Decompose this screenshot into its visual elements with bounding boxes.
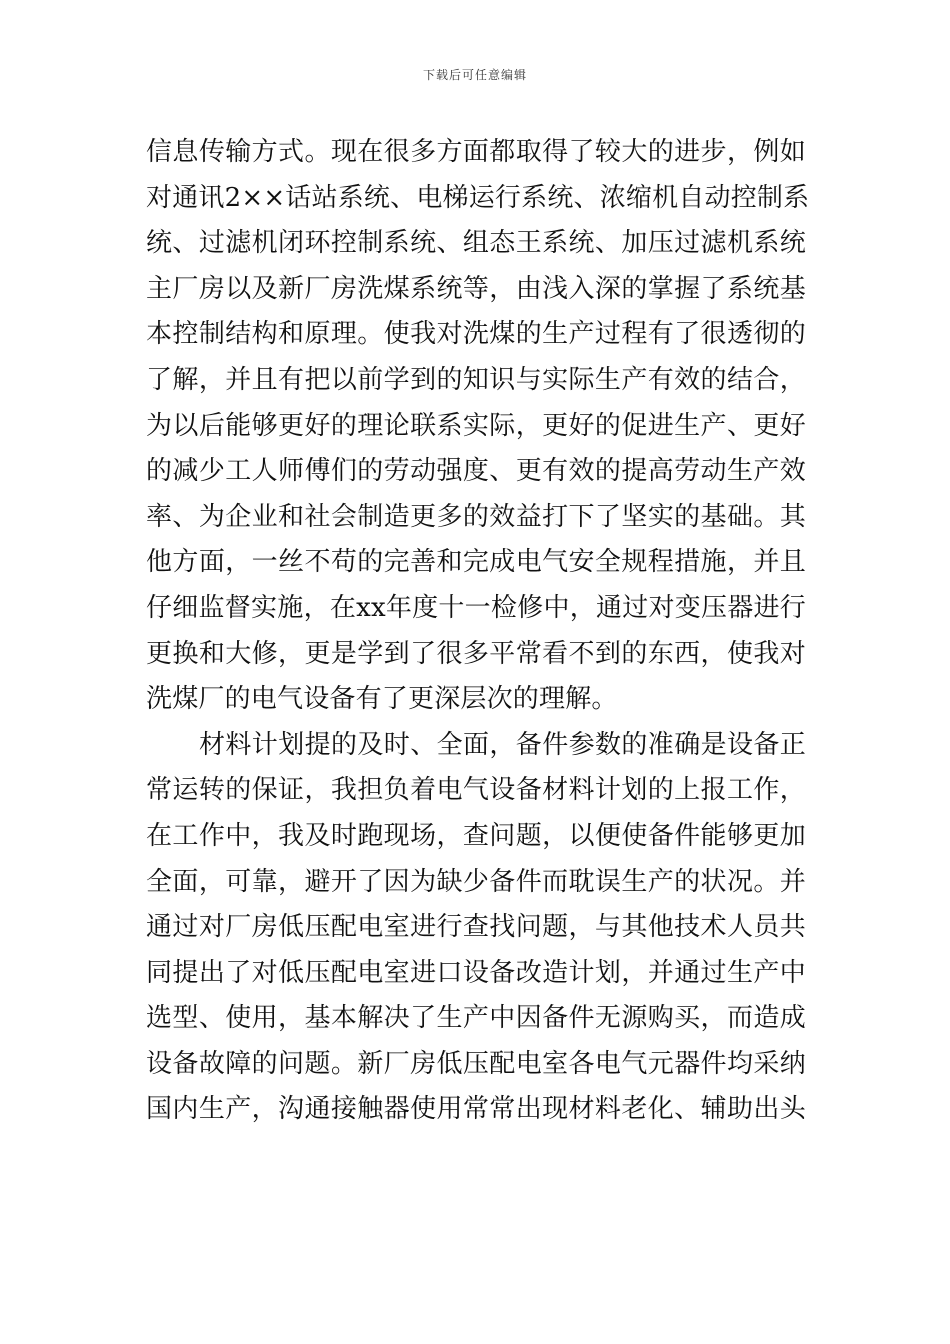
paragraph-2 [146, 723, 806, 1133]
text-line: 率、为企业和社会制造更多的效益打下了坚实的基础。其 [146, 501, 806, 532]
text-line: 了解，并且有把以前学到的知识与实际生产有效的结合， [146, 364, 806, 395]
text-line: 更换和大修，更是学到了很多平常看不到的东西，使我对 [146, 638, 806, 669]
text-line: 本控制结构和原理。使我对洗煤的生产过程有了很透彻的 [146, 319, 806, 350]
text-line: 全面，可靠，避开了因为缺少备件而耽误生产的状况。并 [146, 866, 806, 897]
text-line: 在工作中，我及时跑现场，查问题，以便使备件能够更加 [146, 820, 806, 851]
text-line: 对通讯2××话站系统、电梯运行系统、浓缩机自动控制系 [146, 182, 810, 213]
text-line: 设备故障的问题。新厂房低压配电室各电气元器件均采纳 [146, 1048, 806, 1079]
text-line: 洗煤厂的电气设备有了更深层次的理解。 [146, 684, 618, 715]
text-line: 选型、使用，基本解决了生产中因备件无源购买，而造成 [146, 1003, 806, 1034]
document-body [146, 130, 810, 1133]
text-line: 国内生产，沟通接触器使用常常出现材料老化、辅助出头 [146, 1094, 806, 1125]
text-line: 为以后能够更好的理论联系实际，更好的促进生产、更好 [146, 410, 806, 441]
text-line: 主厂房以及新厂房洗煤系统等，由浅入深的掌握了系统基 [146, 273, 806, 304]
text-line: 同提出了对低压配电室进口设备改造计划，并通过生产中 [146, 957, 806, 988]
page-header: 下载后可任意编辑 [422, 68, 527, 82]
text-line: 常运转的保证，我担负着电气设备材料计划的上报工作， [146, 775, 806, 806]
paragraph-1 [146, 130, 810, 723]
text-line: 统、过滤机闭环控制系统、组态王系统、加压过滤机系统 [146, 228, 806, 259]
text-line: 仔细监督实施，在xx年度十一检修中，通过对变压器进行 [146, 592, 806, 623]
text-line: 通过对厂房低压配电室进行查找问题，与其他技术人员共 [146, 912, 806, 943]
text-line: 材料计划提的及时、全面，备件参数的准确是设备正 [199, 729, 806, 760]
text-line: 信息传输方式。现在很多方面都取得了较大的进步，例如 [146, 137, 806, 167]
text-line: 他方面，一丝不苟的完善和完成电气安全规程措施，并且 [146, 547, 806, 578]
text-line: 的减少工人师傅们的劳动强度、更有效的提高劳动生产效 [146, 456, 806, 487]
